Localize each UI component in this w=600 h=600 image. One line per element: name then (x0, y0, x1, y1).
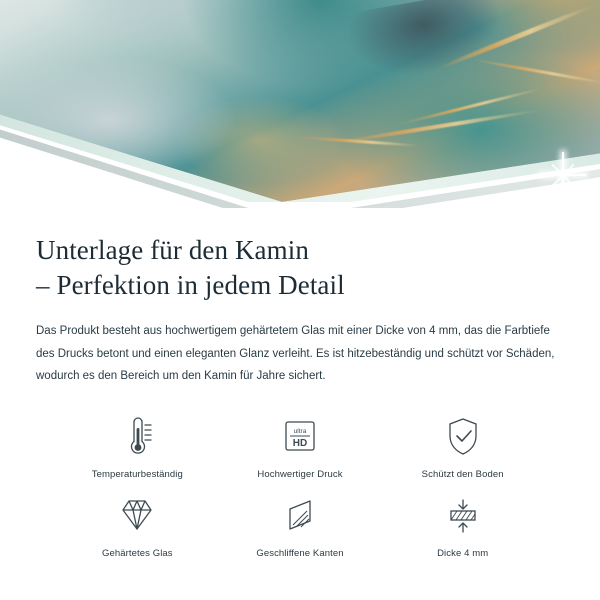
thickness-icon (436, 492, 490, 540)
feature-grid (36, 413, 564, 559)
feature-label: Gehärtetes Glas (101, 548, 173, 560)
shield-check-icon (436, 413, 490, 461)
ultra-hd-icon (273, 413, 327, 461)
feature-item-print-quality (219, 413, 382, 480)
feature-item-polished-edges (219, 492, 382, 559)
feature-item-thickness (381, 492, 544, 559)
polished-edges-icon (273, 492, 327, 540)
feature-label: Temperaturbeständig (91, 469, 183, 481)
feature-item-tempered-glass (56, 492, 219, 559)
feature-label: Schützt den Boden (421, 469, 504, 481)
page-title (36, 233, 564, 302)
feature-item-temperature (56, 413, 219, 480)
svg-text:HD: HD (292, 438, 308, 450)
page-title-line-2: – Perfektion in jedem Detail (36, 269, 345, 300)
page-title-line-1: Unterlage für den Kamin (36, 235, 309, 265)
thermometer-icon (110, 413, 164, 461)
hero-image (0, 0, 600, 215)
feature-item-floor-protection (381, 413, 544, 480)
diamond-icon (110, 492, 164, 540)
feature-label: Hochwertiger Druck (257, 469, 343, 481)
sparkle-icon (548, 160, 578, 190)
svg-text:ultra: ultra (293, 428, 307, 436)
text-content (0, 215, 600, 559)
description-paragraph: Das Produkt besteht aus hochwertigem gehärtetem Glas mit einer Dicke von 4 mm, das die Farbtiefe des Drucks betont und einen eleganten Glanz verleiht. Es ist hitzebeständig und schützt vor Schäden, wodurch es den Bereich um den Kamin für Jahre sichert. (36, 325, 555, 382)
feature-label: Geschliffene Kanten (256, 548, 344, 560)
feature-label: Dicke 4 mm (437, 548, 489, 560)
